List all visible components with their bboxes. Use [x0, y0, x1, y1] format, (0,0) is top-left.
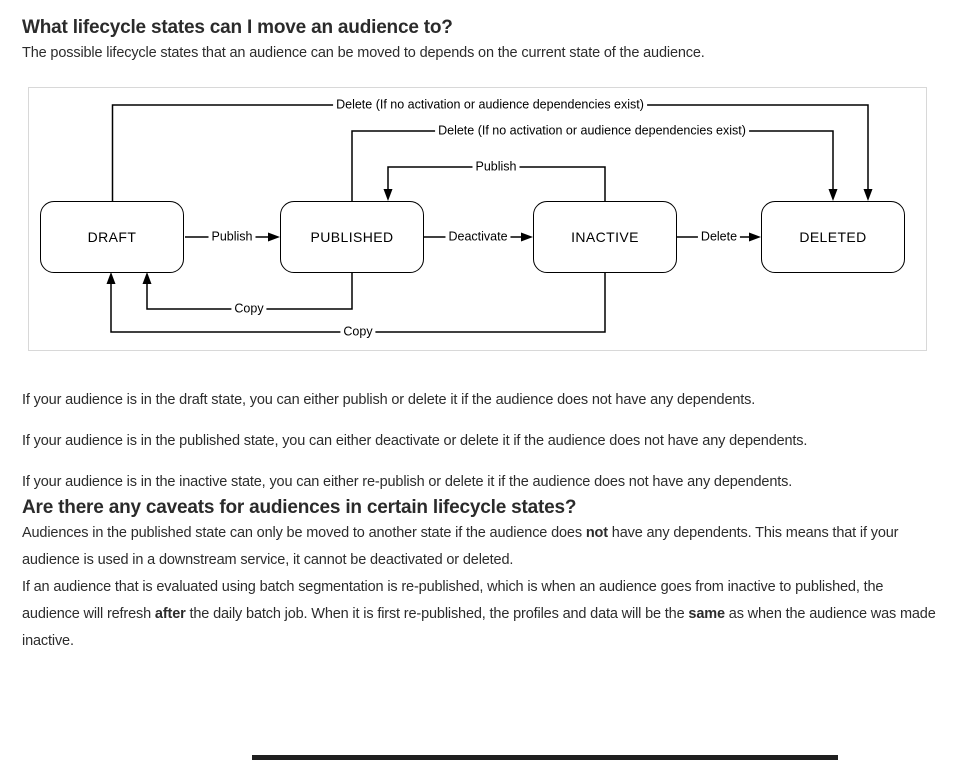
edge-label-republish: Publish	[473, 160, 520, 175]
edge-label-deactivate: Deactivate	[445, 230, 510, 245]
caveat1-bold-not: not	[585, 525, 608, 541]
arrowhead-delete-icon	[749, 233, 761, 242]
state-label-draft: DRAFT	[87, 229, 137, 245]
edge-label-copy-inactive: Copy	[340, 325, 375, 340]
caveat2-text-3: as when the audience was made inactive.	[22, 606, 936, 649]
state-label-published: PUBLISHED	[310, 229, 394, 245]
state-notes	[22, 387, 940, 496]
edge-label-delete-from-draft: Delete (If no activation or audience dependencies exist)	[333, 98, 647, 113]
state-label-inactive: INACTIVE	[571, 229, 639, 245]
note-published-state: If your audience is in the published state, you can either deactivate or delete it if the audience does not have any dependents.	[22, 433, 808, 449]
arrowhead-republish-icon	[384, 189, 393, 201]
lifecycle-diagram-canvas	[29, 88, 926, 350]
arrowhead-delete-from-published-icon	[829, 189, 838, 201]
edge-copy-inactive-line	[111, 272, 605, 332]
arrowhead-publish-icon	[268, 233, 280, 242]
caveat1-text-1: Audiences in the published state can only be moved to another state if the audience does	[22, 525, 586, 541]
caveat1-text-2: have any dependents. This means that if your audience is used in a downstream service, it cannot be deactivated or deleted.	[22, 525, 899, 568]
section1-heading: What lifecycle states can I move an audience to?	[22, 17, 453, 38]
arrowhead-deactivate-icon	[521, 233, 533, 242]
caveat2-text-2: the daily batch job. When it is first re-published, the profiles and data will be the	[185, 606, 689, 622]
caveat2-bold-same: same	[688, 606, 725, 622]
caveat2-bold-after: after	[154, 606, 186, 622]
state-box-deleted	[761, 201, 905, 273]
page-bottom-bar	[252, 755, 838, 760]
lifecycle-diagram	[28, 87, 927, 351]
section1-intro: The possible lifecycle states that an audience can be moved to depends on the current state of the audience.	[22, 45, 705, 61]
caveat-batch-paragraph	[22, 574, 940, 655]
edge-delete-from-draft-line	[113, 105, 869, 201]
arrowhead-copy-published-icon	[143, 272, 152, 284]
edge-label-delete-from-published: Delete (If no activation or audience dependencies exist)	[435, 124, 749, 139]
arrowhead-copy-inactive-icon	[107, 272, 116, 284]
section2-heading: Are there any caveats for audiences in certain lifecycle states?	[22, 497, 577, 518]
edge-label-publish: Publish	[209, 230, 256, 245]
state-box-inactive	[533, 201, 677, 273]
edge-label-delete: Delete	[698, 230, 740, 245]
caveat2-text-1: If an audience that is evaluated using batch segmentation is re-published, which is when an audience goes from inactive to published, the audience will refresh	[22, 579, 884, 622]
state-label-deleted: DELETED	[799, 229, 867, 245]
note-inactive-state: If your audience is in the inactive state, you can either re-publish or delete it if the audience does not have any dependents.	[22, 474, 793, 490]
edge-delete-from-published-line	[352, 131, 833, 201]
note-draft-state: If your audience is in the draft state, you can either publish or delete it if the audience does not have any dependents.	[22, 392, 756, 408]
state-box-published	[280, 201, 424, 273]
arrowhead-delete-from-draft-icon	[864, 189, 873, 201]
caveat-dependents-paragraph	[22, 520, 940, 574]
state-box-draft	[40, 201, 184, 273]
edge-label-copy-published: Copy	[231, 302, 266, 317]
